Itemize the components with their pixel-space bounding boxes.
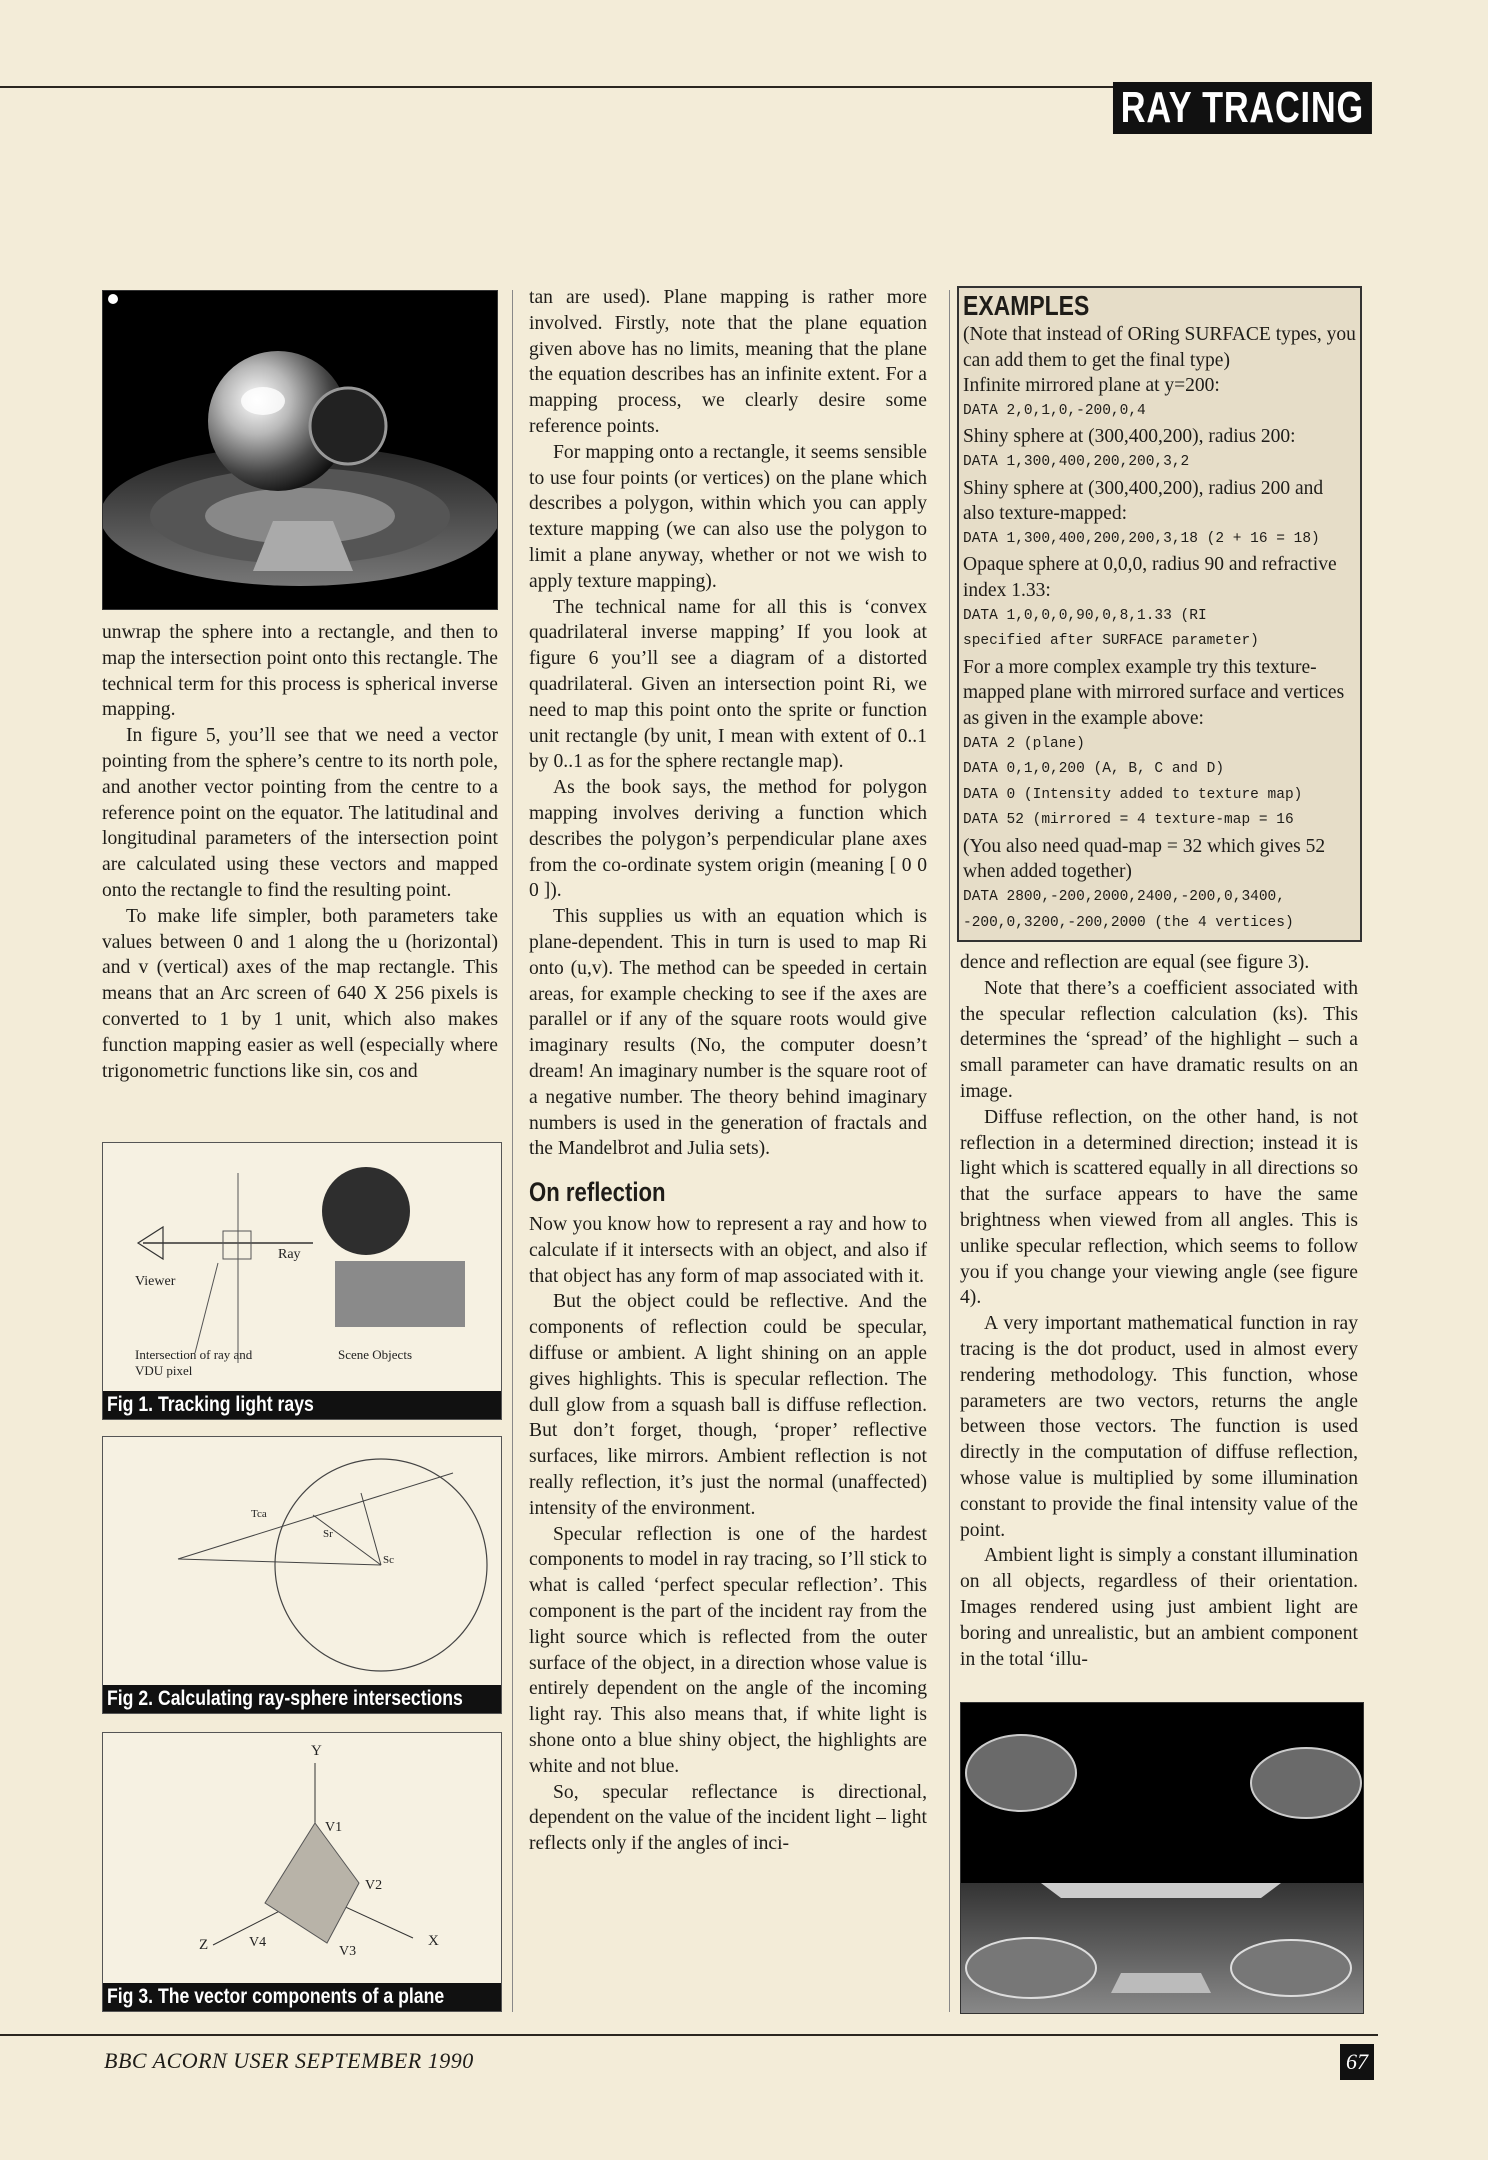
col1-paragraph: To make life simpler, both parameters take values between 0 and 1 along the u (horizontal) and v (vertical) axes of the map rectangle. This means that an Arc screen of 640 X 256 pixels is converted to 1 by 1 unit, which also makes function mapping easier as well (especially where trigonometric functions like sin, cos and [102,905,498,1082]
figure-2 [102,1436,502,1714]
figure-1-caption-text: Fig 1. Tracking light rays [107,1393,314,1416]
example-text-line: Infinite mirrored plane at y=200: [963,375,1220,397]
figure-3-caption-text: Fig 3. The vector components of a plane [107,1985,445,2008]
col2-paragraph: For mapping onto a rectangle, it seems sensible to use four points (or vertices) on the plane which describes a polygon, within which you can apply texture mapping (we can also use the polygon to limit a plane anyway, whether or not we wish to apply texture mapping). [529,441,927,592]
col2-paragraph: But the object could be reflective. And the components of reflection could be specular, diffuse or ambient. A light shining on an apple gives highlights. This is specular reflection. The dull glow from a squash ball is diffuse reflection. But don’t forget, though, ‘proper’ reflective surfaces, like mirrors. Ambient reflection is not really reflection, it’s just the normal (unaffected) intensity of the environment. [529,1291,927,1519]
header-tag-box [1040,82,1372,134]
raytraced-plane-image [960,1702,1364,2014]
example-code-line: -200,0,3200,-200,2000 (the 4 vertices) [963,914,1294,931]
col2-paragraph: This supplies us with an equation which is plane-dependent. This in turn is used to map Ri onto (u,v). The method can be speeded in certain areas, for example checking to see if the axes are parallel or if any of the square roots would give imaginary results (No, the computer doesn’t dream! An imaginary number is the square root of a negative number. The theory behind imaginary numbers is used in the generation of fractals and the Mandelbrot and Julia sets). [529,906,927,1160]
col2-paragraph: The technical name for all this is ‘convex quadrilateral inverse mapping’ If you look at figure 6 you’ll see a diagram of a distorted quadrilateral. Given an intersection point Ri, we need to map this point onto the sprite or function unit rectangle (by unit, I mean with extent of 0..1 by 0..1 as for the sphere rectangle map). [529,596,927,773]
example-code-line: DATA 52 (mirrored = 4 texture-map = 16 [963,812,1294,829]
fig1-label-ray: Ray [278,1247,301,1262]
col3-paragraph: dence and reflection are equal (see figure 3). [960,952,1310,973]
col1-paragraph: In figure 5, you’ll see that we need a vector pointing from the sphere’s centre to its north pole, and another vector pointing from the centre to a reference point on the equator. The latitudinal and longitudinal parameters of the intersection point are calculated using these vectors and mapped onto the rectangle to find the resulting point. [102,725,498,901]
example-code-line: DATA 2800,-200,2000,2400,-200,0,3400, [963,889,1285,906]
example-text-line: (Note that instead of ORing SURFACE types, you can add them to get the final type) [963,324,1356,371]
col2-paragraph: Specular reflection is one of the hardest components to model in ray tracing, so I’ll stick to what is called ‘perfect specular reflection’. This component is the part of the incident ray from the light source which is reflected from the outer surface of the object, in a direction whose value is entirely dependent on the angle of the incoming light ray. This also means that, if white light is shone onto a blue shiny object, the highlights are white and not blue. [529,1523,927,1777]
column-rule-2 [949,290,950,2012]
fig1-label-intersection: Intersection of ray and [135,1347,253,1362]
example-text-line: Shiny sphere at (300,400,200), radius 200: [963,426,1296,448]
example-code-line: DATA 2,0,1,0,-200,0,4 [963,402,1146,419]
examples-title: EXAMPLES [963,290,1090,321]
col3-paragraph: Diffuse reflection, on the other hand, is not reflection in a determined direction; instead it is light which is scattered equally in all directions so that the surface appears to have the same brightness when viewed from all angles. This is unlike specular reflection, which seems to follow you if you change your viewing angle (see figure 4). [960,1106,1358,1309]
example-code-line: DATA 0 (Intensity added to texture map) [963,786,1303,803]
column-rule-1 [512,290,513,2012]
fig2-label-tca: Tca [251,1508,267,1520]
fig3-label-y: Y [311,1743,322,1759]
fig1-label-viewer: Viewer [135,1274,176,1289]
example-code-line: DATA 1,0,0,0,90,0,8,1.33 (RI [963,607,1207,624]
col2-paragraph: tan are used). Plane mapping is rather more involved. Firstly, note that the plane equation given above has no limits, meaning that the plane the equation describes has an infinite extent. For a mapping process, we clearly desire some reference points. [529,287,927,437]
example-text-line: (You also need quad-map = 32 which gives 52 when added together) [963,835,1326,883]
footer-rule [0,2034,1378,2036]
figure-2-diagram [103,1437,501,1685]
col2-paragraph: As the book says, the method for polygon mapping involves deriving a function which describes the polygon’s perpendicular plane axes from the co-ordinate system origin (meaning [ 0 0 0 ]). [529,777,927,902]
fig3-label-v3: V3 [339,1944,357,1959]
fig1-label-scene: Scene Objects [338,1347,413,1362]
col2-paragraph: Now you know how to represent a ray and how to calculate if it intersects with an object, and also if that object has any form of map associated with it. [529,1214,927,1287]
raytraced-sphere-render [103,291,497,609]
column-3-text [960,950,1358,1672]
example-text-line: Opaque sphere at 0,0,0, radius 90 and refractive index 1.33: [963,554,1337,601]
col3-paragraph: Note that there’s a coefficient associated with the specular reflection calculation (ks). This determines the ‘spread’ of the highlight – such a small parameter can have dramatic results on an image. [960,977,1358,1102]
example-code-line: DATA 0,1,0,200 (A, B, C and D) [963,761,1225,778]
example-code-line: DATA 2 (plane) [963,735,1085,752]
figure-2-caption [103,1685,501,1713]
figure-3 [102,1732,502,2012]
col1-paragraph: unwrap the sphere into a rectangle, and then to map the intersection point onto this rectangle. The technical term for this process is spherical inverse mapping. [102,622,498,721]
example-code-line: specified after SURFACE parameter) [963,633,1259,650]
column-1-text [102,620,498,1084]
figure-1-diagram [103,1143,501,1391]
figure-1 [102,1142,502,1420]
figure-2-caption-text: Fig 2. Calculating ray-sphere intersections [107,1687,463,1710]
example-code-line: DATA 1,300,400,200,200,3,18 (2 + 16 = 18) [963,530,1320,547]
examples-lines [963,322,1356,936]
fig3-label-v2: V2 [365,1878,383,1893]
section-tag: RAY TRACING [1113,82,1372,134]
fig2-label-sc: Sc [383,1554,394,1566]
section-heading-on-reflection: On reflection [529,1177,666,1208]
col3-paragraph: Ambient light is simply a constant illumination on all objects, regardless of their orientation. Images rendered using just ambient light are boring and unrealistic, but an ambient component in the total ‘illu- [960,1545,1358,1670]
fig2-label-sr: Sr [323,1528,333,1540]
example-text-line: For a more complex example try this texture-mapped plane with mirrored surface and vertices as given in the example above: [963,656,1345,729]
fig3-label-z: Z [199,1937,209,1953]
raytraced-plane-render [961,1703,1363,2013]
raytraced-sphere-image [102,290,498,610]
col2-paragraph: So, specular reflectance is directional, dependent on the value of the incident light – light reflects only if the angles of inci- [529,1781,927,1855]
fig3-label-x: X [428,1933,439,1949]
figure-1-caption [103,1391,501,1419]
examples-box [957,286,1362,942]
page-number: 67 [1340,2044,1374,2080]
footer-publication: BBC ACORN USER SEPTEMBER 1990 [104,2048,474,2073]
figure-3-diagram [103,1733,501,1983]
figure-3-caption [103,1983,501,2011]
example-code-line: DATA 1,300,400,200,200,3,2 [963,453,1190,470]
col3-paragraph: A very important mathematical function in ray tracing is the dot product, used in almost every rendering methodology. This function, whose parameters are two vectors, returns the angle between those vectors. The function is used directly in the computation of diffuse reflection, whose value is multiplied by some illumination constant to provide the final intensity value of the point. [960,1313,1358,1541]
fig1-label-vdu: VDU pixel [135,1363,193,1378]
fig3-label-v4: V4 [249,1935,267,1950]
column-2-text [529,285,927,1857]
example-text-line: Shiny sphere at (300,400,200), radius 200 and also texture-mapped: [963,477,1324,525]
fig3-label-v1: V1 [325,1820,343,1835]
